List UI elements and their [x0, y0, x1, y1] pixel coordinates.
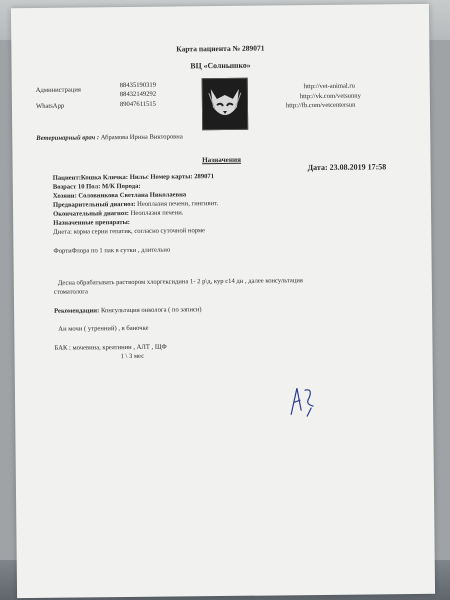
document-sheet	[11, 4, 435, 598]
prescription-gums-2: стоматолога	[53, 288, 88, 296]
doctor-signature	[285, 380, 325, 420]
card-title: Карта пациента № 289071	[176, 43, 265, 54]
section-title: Назначения	[202, 155, 242, 165]
cat-logo-icon	[203, 79, 248, 129]
clinic-name: ВЦ «Солнышко»	[190, 60, 251, 71]
doctor-label: Ветеринарный врач :	[36, 134, 100, 142]
admin-label: Администрация	[35, 86, 81, 94]
doctor-name: Абрамова Ирина Викторовна	[100, 133, 183, 142]
prescription-gums-1: Десна обрабатывать раствором хлоргексидина 1- 2 р\д, кур с14 дн , далее консультация	[57, 277, 303, 287]
patient-line-1: Пациент:Кошка Кличка: Нильс Номер карты: 289071	[52, 173, 215, 182]
final-diagnosis-value: Неоплазия печени.	[130, 209, 184, 217]
document-date: Дата: 23.08.2019 17:58	[307, 162, 387, 173]
recommendations-label: Рекомендации:	[54, 307, 100, 315]
site-link-2[interactable]: http://vk.com/vetsunny	[299, 92, 361, 101]
prelim-diagnosis-label: Предварительный диагноз:	[52, 200, 136, 209]
prelim-diagnosis	[53, 200, 218, 209]
owner-line: Хозяин: Соловникова Светлана Николаевна	[52, 191, 187, 200]
bak-test-2: 1 \ 3 мес	[120, 352, 145, 361]
urine-test: Ан мочи ( утренний) , в баночке	[58, 324, 149, 333]
admin-phone-2: 88432149292	[119, 90, 157, 99]
final-diagnosis	[53, 209, 183, 217]
recommendations-value: Консультация онколога ( по записи)	[100, 306, 202, 315]
diet-line: Диета: корма серии гепатик, согласно суточной норме	[53, 227, 206, 236]
site-link-1[interactable]: http://vet-animal.ru	[303, 82, 355, 91]
recommendations	[54, 306, 202, 315]
bak-test-1: БАК : мочевина, креатинин , АЛТ , ЩФ	[54, 343, 167, 352]
site-link-3[interactable]: http://fb.com/vetcentersun	[285, 101, 356, 110]
whatsapp-phone: 89047611515	[119, 100, 157, 109]
patient-line-2: Возраст 10 Пол: М/К Порода:	[52, 182, 141, 191]
doctor-line	[36, 133, 183, 142]
prescription-fortiflora: ФортиФлора по 1 пак в сутки , длительно	[53, 246, 171, 255]
prelim-diagnosis-value: Неоплазия печени, гингивит.	[137, 200, 219, 208]
clinic-logo	[202, 78, 249, 130]
drugs-label: Назначенные препараты:	[53, 218, 130, 227]
admin-phone-1: 88435190319	[119, 81, 157, 90]
whatsapp-label: WhatsApp	[35, 102, 65, 110]
final-diagnosis-label: Окончательный диагноз:	[53, 209, 130, 218]
